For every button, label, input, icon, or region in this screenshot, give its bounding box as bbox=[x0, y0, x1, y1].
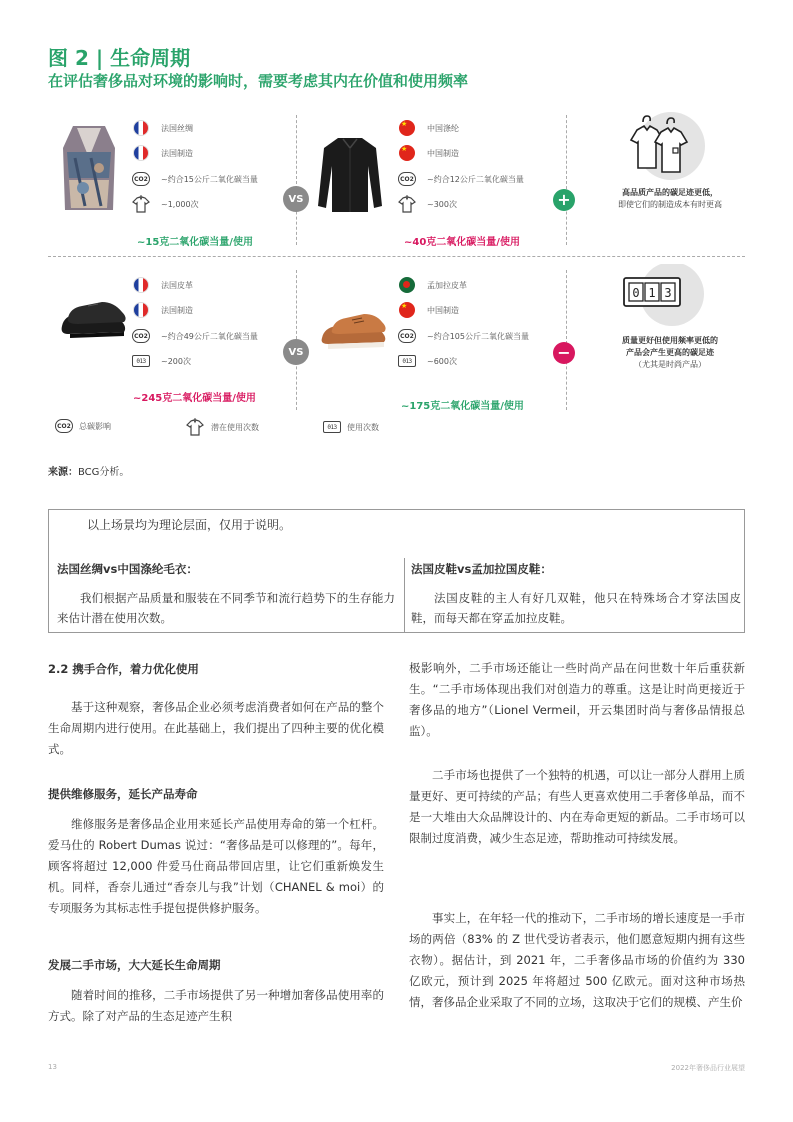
figure-title: 图 2 | 生命周期 bbox=[48, 46, 191, 70]
right-origin-label: 中国制造 bbox=[427, 148, 459, 158]
right2-carbon-value: ~约合105公斤二氧化碳当量 bbox=[427, 331, 529, 341]
silk-scarf-image bbox=[55, 118, 123, 214]
left2-uses-row bbox=[131, 352, 191, 370]
left2-material-row bbox=[131, 276, 193, 294]
france-flag-icon bbox=[133, 302, 149, 318]
box-right-text: 法国皮鞋的主人有好几双鞋，他只在特殊场合才穿法国皮鞋，而每天都在穿孟加拉皮鞋。 bbox=[411, 591, 741, 625]
left2-material-label: 法国皮革 bbox=[161, 280, 193, 290]
page-number: 13 bbox=[48, 1063, 57, 1071]
conclusion-1-line-1: 高品质产品的碳足迹更低， bbox=[622, 188, 718, 197]
right-carbon-value: ~约合12公斤二氧化碳当量 bbox=[427, 174, 524, 184]
svg-text:1: 1 bbox=[648, 286, 656, 300]
counter-icon: 013 bbox=[323, 421, 341, 433]
minus-icon: − bbox=[553, 342, 575, 364]
right2-origin-row bbox=[397, 301, 459, 319]
right2-uses-value: ~600次 bbox=[427, 356, 457, 366]
co2-icon: CO2 bbox=[398, 329, 416, 343]
right2-total-per-use: ~175克二氧化碳当量/使用 bbox=[401, 401, 524, 412]
co2-icon: CO2 bbox=[398, 172, 416, 186]
divider-vertical-1 bbox=[296, 115, 297, 245]
france-flag-icon bbox=[133, 145, 149, 161]
box-intro: 以上场景均为理论层面，仅用于说明。 bbox=[87, 518, 292, 532]
right2-origin-label: 中国制造 bbox=[427, 305, 459, 315]
counter-icon: 013 bbox=[132, 355, 150, 367]
right-carbon-row bbox=[397, 170, 524, 188]
second-hand-heading: 发展二手市场，大大延长生命周期 bbox=[48, 958, 221, 972]
svg-text:0: 0 bbox=[632, 286, 640, 300]
china-flag-icon: ★ bbox=[399, 302, 415, 318]
report-title: 2022年奢侈品行业展望 bbox=[671, 1064, 745, 1072]
right-origin-row bbox=[397, 144, 459, 162]
right-paragraph-1: 极影响外，二手市场还能让一些时尚产品在问世数十年后重获新生。“二手市场体现出我们对创造力的尊重。这是让时尚更接近于奢侈品的地方”（Lionel Vermeil，开云集团时尚与奢侈品情报总监）。 bbox=[409, 661, 745, 738]
divider-vertical-2 bbox=[566, 115, 567, 245]
polyester-sweater-image bbox=[316, 136, 384, 214]
divider-vertical-4 bbox=[566, 270, 567, 410]
conclusion-2 bbox=[590, 335, 750, 371]
left2-carbon-row bbox=[131, 327, 258, 345]
figure-source bbox=[48, 463, 129, 478]
legend-potential-uses bbox=[185, 418, 259, 436]
conclusion-1 bbox=[590, 187, 750, 211]
right2-carbon-row bbox=[397, 327, 529, 345]
conclusion-2-line-1: 质量更好但使用频率更低的 bbox=[622, 336, 718, 345]
right-material-label: 中国涤纶 bbox=[427, 123, 459, 133]
left-uses-value: ~1,000次 bbox=[161, 199, 199, 209]
box-divider bbox=[404, 558, 405, 633]
co2-icon: CO2 bbox=[132, 329, 150, 343]
repair-paragraph: 维修服务是奢侈品企业用来延长产品使用寿命的第一个杠杆。爱马仕的 Robert Dumas 说过：“奢侈品是可以修理的”。每年，顾客将超过 12,000 件爱马仕商品带回店里，让它们重新焕发生机。同样，香奈儿通过“香奈儿与我”计划（CHANEL & moi）的专项服务为其标志性手提包提供修护服务。 bbox=[48, 817, 384, 915]
shirt-uses-icon bbox=[397, 195, 417, 213]
legend-uses-label: 使用次数 bbox=[347, 422, 379, 432]
left2-origin-row bbox=[131, 301, 193, 319]
right-paragraph-2: 二手市场也提供了一个独特的机遇，可以让一部分人群用上质量更好、更可持续的产品；有些人更喜欢使用二手奢侈单品，而不是一大堆由大众品牌设计的、内在寿命更短的新品。二手市场可以限制过度消费，减少生态足迹，帮助推动可持续发展。 bbox=[409, 768, 745, 845]
conclusion-1-line-2: 即使它们的制造成本有时更高 bbox=[618, 200, 722, 209]
left-material-row bbox=[131, 119, 193, 137]
left2-carbon-value: ~约合49公斤二氧化碳当量 bbox=[161, 331, 258, 341]
conclusion-2-line-3: （尤其是时尚产品） bbox=[634, 360, 706, 369]
right-uses-value: ~300次 bbox=[427, 199, 457, 209]
left-material-label: 法国丝绸 bbox=[161, 123, 193, 133]
china-flag-icon: ★ bbox=[399, 120, 415, 136]
right2-material-label: 孟加拉皮革 bbox=[427, 280, 467, 290]
vs-badge: VS bbox=[283, 339, 309, 365]
vs-badge: VS bbox=[283, 186, 309, 212]
left2-total-per-use: ~245克二氧化碳当量/使用 bbox=[133, 393, 256, 404]
figure-subtitle: 在评估奢侈品对环境的影响时，需要考虑其内在价值和使用频率 bbox=[48, 72, 469, 90]
left2-origin-label: 法国制造 bbox=[161, 305, 193, 315]
second-hand-paragraph: 随着时间的推移，二手市场提供了另一种增加奢侈品使用率的方式。除了对产品的生态足迹产生积 bbox=[48, 988, 384, 1023]
conclusion-2-line-2: 产品会产生更高的碳足迹 bbox=[626, 348, 714, 357]
repair-heading: 提供维修服务，延长产品寿命 bbox=[48, 787, 198, 801]
legend-uses bbox=[323, 421, 379, 433]
leather-shoes-image bbox=[58, 296, 130, 344]
clothes-hanger-illustration bbox=[613, 112, 705, 184]
right-total-per-use: ~40克二氧化碳当量/使用 bbox=[404, 237, 520, 248]
co2-icon: CO2 bbox=[55, 419, 73, 433]
left-uses-row bbox=[131, 195, 199, 213]
svg-text:3: 3 bbox=[664, 286, 672, 300]
right-paragraph-3: 事实上，在年轻一代的推动下，二手市场的增长速度是一手市场的两倍（83% 的 Z 世代受访者表示，他们愿意短期内拥有这些衣物）。据估计，到 2021 年，二手奢侈品市场的价值约为 330 亿欧元，预计到 2025 年将超过 500 亿欧元。面对这种市场热情，奢侈品企业采取了不同的立场，这取决于它们的规模、产生价 bbox=[409, 911, 745, 1009]
left-origin-label: 法国制造 bbox=[161, 148, 193, 158]
right2-uses-row bbox=[397, 352, 457, 370]
left-total-per-use: ~15克二氧化碳当量/使用 bbox=[137, 237, 253, 248]
legend-co2 bbox=[55, 419, 111, 433]
right-uses-row bbox=[397, 195, 457, 213]
counter-icon: 013 bbox=[398, 355, 416, 367]
france-flag-icon bbox=[133, 277, 149, 293]
shirt-uses-icon bbox=[185, 418, 205, 436]
intro-paragraph: 基于这种观察，奢侈品企业必须考虑消费者如何在产品的整个生命周期内进行使用。在此基础上，我们提出了四种主要的优化模式。 bbox=[48, 700, 384, 756]
box-left-heading: 法国丝绸vs中国涤纶毛衣： bbox=[57, 562, 198, 576]
divider-horizontal bbox=[48, 256, 745, 257]
left-carbon-value: ~约合15公斤二氧化碳当量 bbox=[161, 174, 258, 184]
box-left-text: 我们根据产品质量和服装在不同季节和流行趋势下的生存能力来估计潜在使用次数。 bbox=[57, 591, 395, 625]
brown-shoes-image bbox=[318, 310, 390, 354]
plus-icon: + bbox=[553, 189, 575, 211]
legend-potential-uses-label: 潜在使用次数 bbox=[211, 422, 259, 432]
co2-icon: CO2 bbox=[132, 172, 150, 186]
left-origin-row bbox=[131, 144, 193, 162]
legend-co2-label: 总碳影响 bbox=[79, 421, 111, 431]
right-material-row bbox=[397, 119, 459, 137]
left-carbon-row bbox=[131, 170, 258, 188]
france-flag-icon bbox=[133, 120, 149, 136]
source-label: 来源： bbox=[48, 467, 78, 478]
box-right-heading: 法国皮鞋vs孟加拉国皮鞋： bbox=[411, 562, 552, 576]
shirt-uses-icon bbox=[131, 195, 151, 213]
left2-uses-value: ~200次 bbox=[161, 356, 191, 366]
bangladesh-flag-icon bbox=[399, 277, 415, 293]
china-flag-icon: ★ bbox=[399, 145, 415, 161]
usage-counter-illustration bbox=[618, 264, 704, 326]
section-heading: 2.2 携手合作，着力优化使用 bbox=[48, 662, 199, 676]
right2-material-row bbox=[397, 276, 467, 294]
source-text: BCG分析。 bbox=[78, 467, 130, 478]
